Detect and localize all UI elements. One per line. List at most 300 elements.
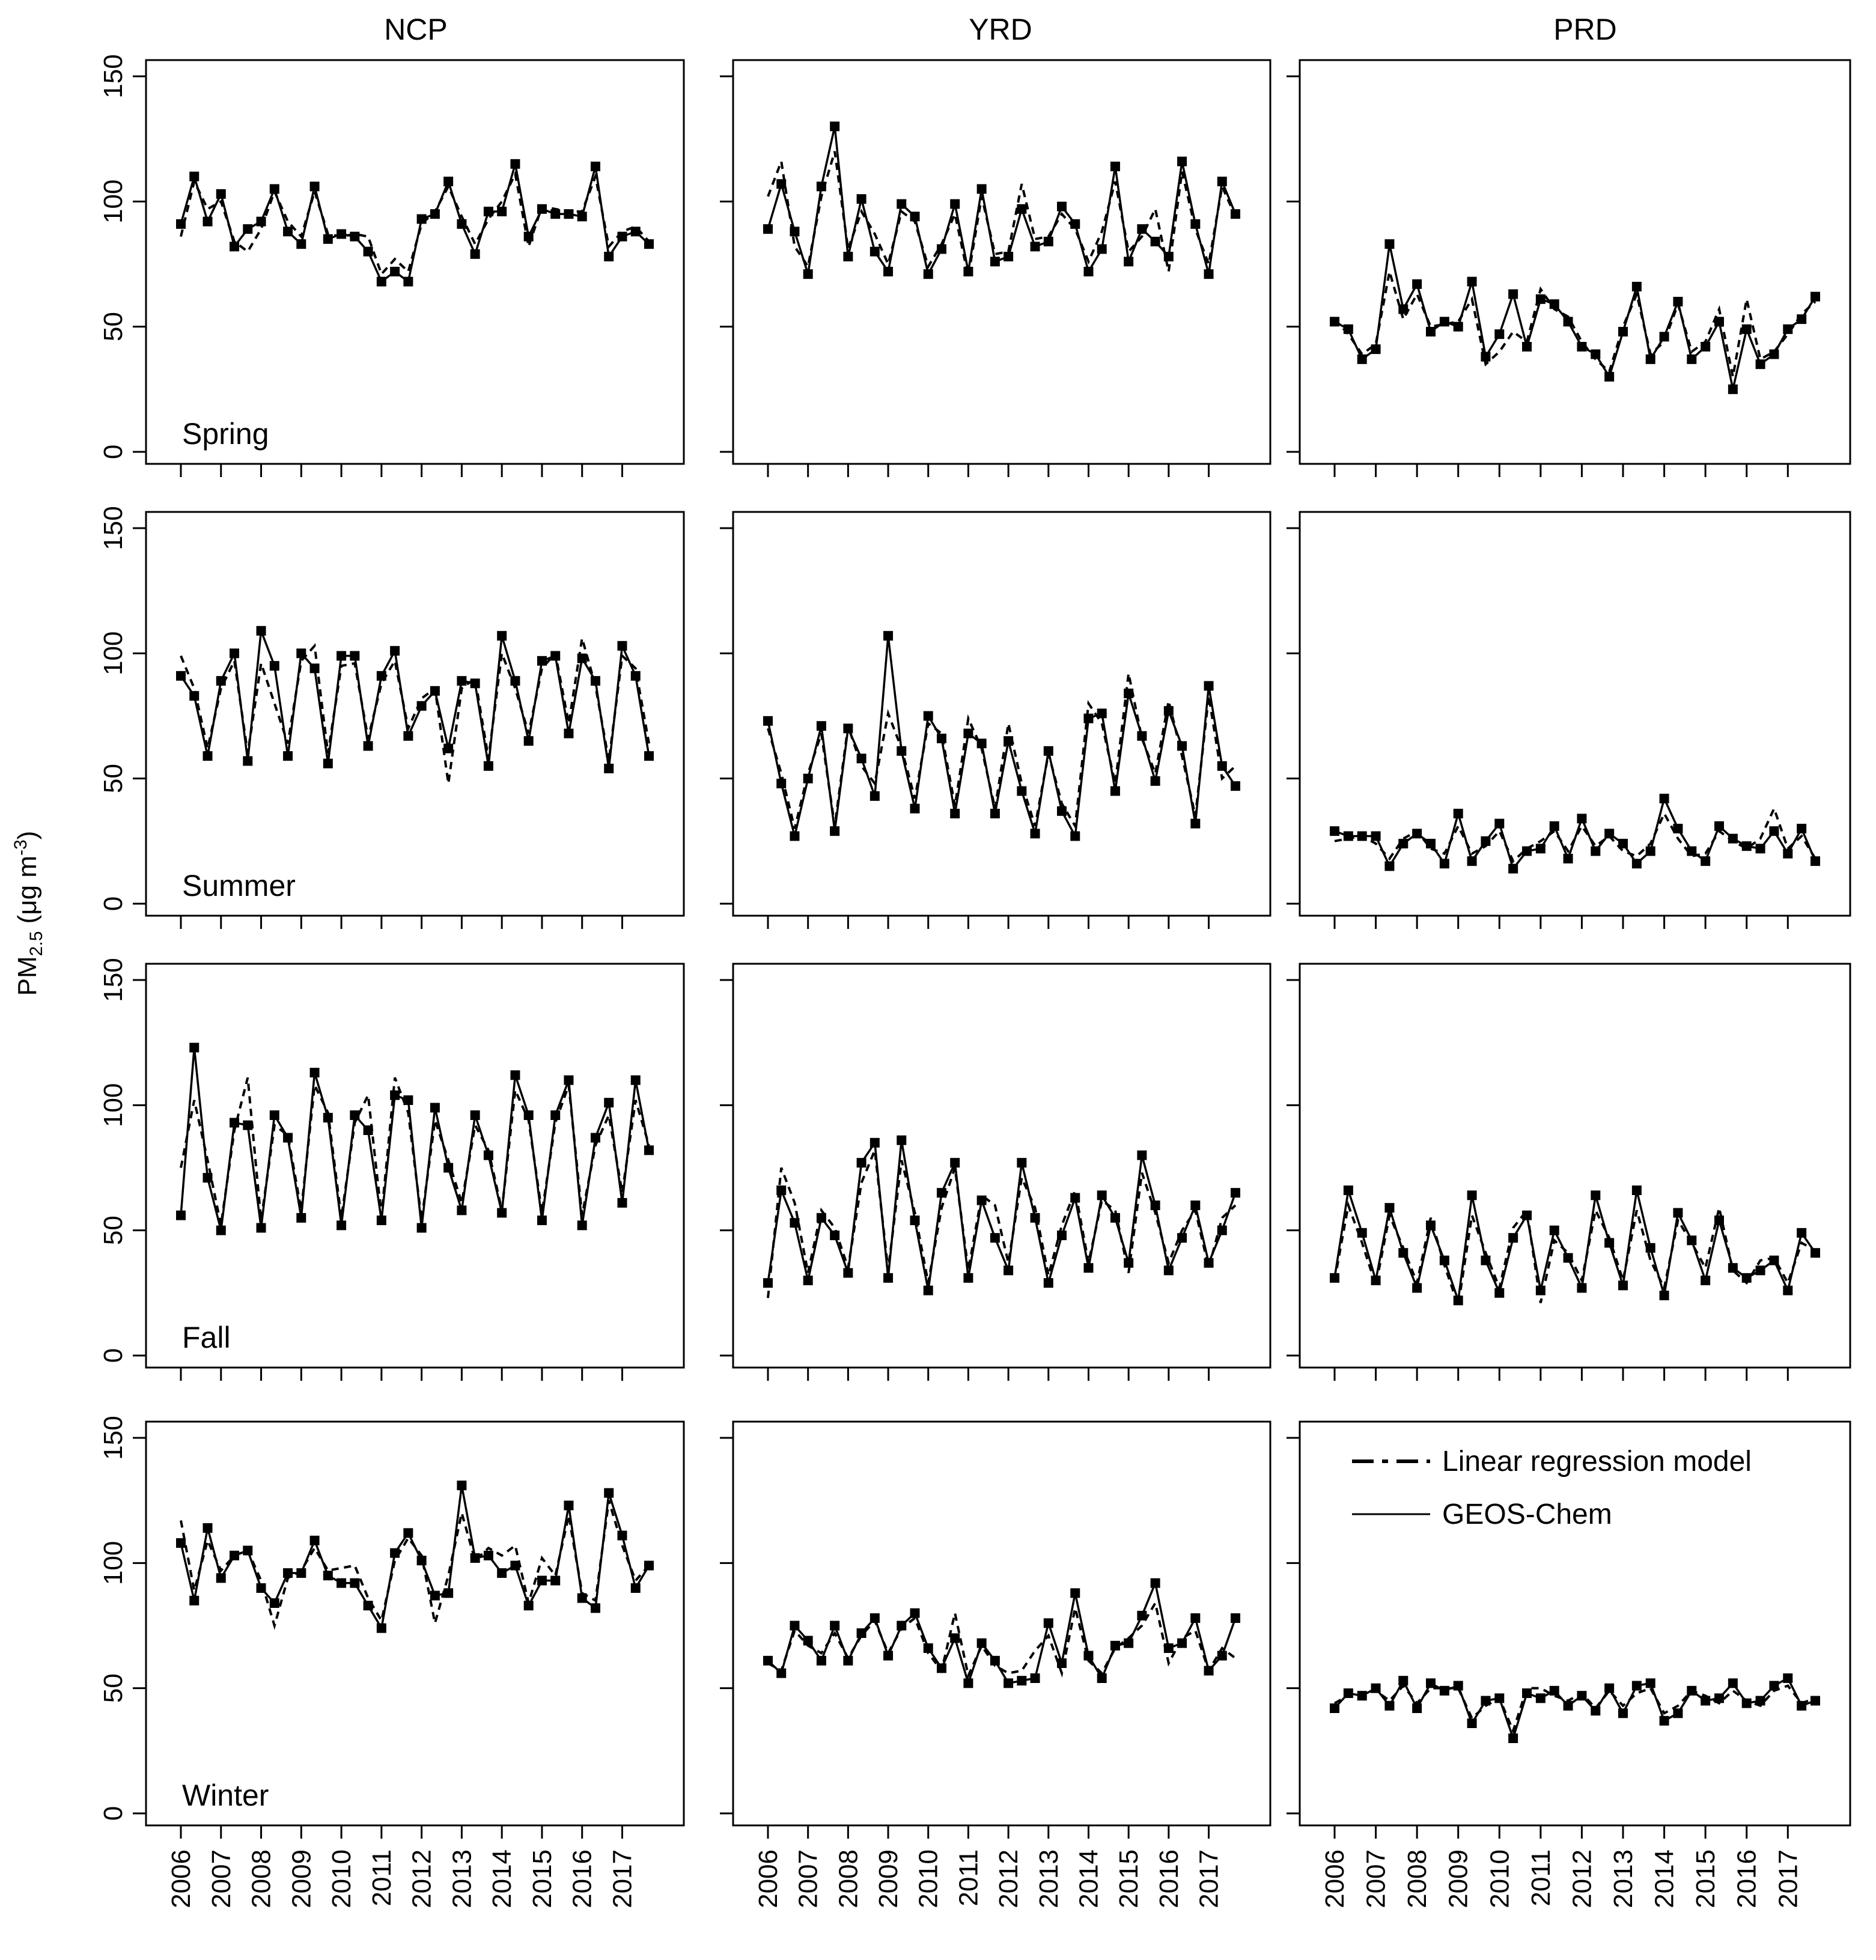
geos-chem-point — [1398, 1248, 1408, 1258]
geos-chem-point — [417, 1223, 427, 1233]
geos-chem-point — [1110, 162, 1120, 171]
x-tick-label: 2016 — [567, 1849, 597, 1908]
geos-chem-point — [1137, 224, 1147, 234]
geos-chem-point — [1481, 1256, 1490, 1265]
geos-chem-point — [963, 729, 973, 738]
geos-chem-point — [403, 1528, 413, 1538]
geos-chem-point — [430, 1103, 440, 1113]
geos-chem-point — [897, 1621, 906, 1631]
geos-chem-point — [937, 1188, 946, 1198]
geos-chem-point — [1494, 1288, 1504, 1298]
geos-chem-point — [990, 809, 1000, 818]
x-tick-label: 2009 — [287, 1849, 317, 1908]
panel-frame — [733, 964, 1270, 1368]
geos-chem-point — [910, 1608, 920, 1618]
panel-prd-summer — [1287, 512, 1850, 929]
geos-chem-point — [1384, 862, 1394, 871]
geos-chem-point — [564, 729, 573, 738]
geos-chem-point — [1660, 794, 1669, 803]
geos-chem-point — [1728, 1678, 1738, 1688]
series-line-geos-chem — [181, 631, 649, 768]
legend-label-linear-regression: Linear regression model — [1442, 1446, 1752, 1478]
geos-chem-point — [604, 1488, 614, 1498]
series-line-geos-chem — [1335, 1678, 1815, 1738]
geos-chem-point — [337, 1578, 346, 1588]
geos-chem-point — [897, 746, 906, 756]
geos-chem-point — [1097, 1190, 1107, 1200]
geos-chem-point — [1797, 314, 1806, 324]
x-tick-label: 2012 — [407, 1849, 437, 1908]
y-tick-label: 0 — [99, 1348, 128, 1363]
geos-chem-point — [283, 1568, 293, 1578]
geos-chem-point — [323, 1113, 333, 1122]
geos-chem-point — [484, 207, 493, 216]
geos-chem-point — [403, 731, 413, 741]
geos-chem-point — [537, 1216, 547, 1225]
geos-chem-point — [803, 269, 813, 279]
panel-frame — [1300, 512, 1850, 916]
geos-chem-point — [1701, 342, 1710, 352]
y-tick-label: 0 — [99, 896, 128, 912]
geos-chem-point — [296, 239, 306, 249]
geos-chem-point — [950, 809, 960, 818]
y-axis-label-main: PM — [13, 956, 42, 996]
geos-chem-point — [1151, 237, 1160, 246]
geos-chem-point — [1137, 1611, 1147, 1621]
geos-chem-point — [283, 751, 293, 761]
geos-chem-point — [1769, 1681, 1779, 1691]
geos-chem-point — [176, 1211, 186, 1220]
geos-chem-point — [377, 277, 386, 287]
geos-chem-point — [1467, 277, 1477, 287]
x-tick-label: 2009 — [1443, 1849, 1473, 1908]
geos-chem-point — [1384, 1701, 1394, 1711]
geos-chem-point — [1673, 297, 1683, 306]
geos-chem-point — [323, 1571, 333, 1580]
geos-chem-point — [1330, 826, 1339, 836]
geos-chem-point — [1177, 157, 1187, 166]
y-axis-label-close: ) — [13, 830, 42, 840]
geos-chem-point — [1701, 1276, 1710, 1285]
geos-chem-point — [790, 832, 799, 841]
panel-frame — [146, 1422, 684, 1825]
geos-chem-point — [1412, 279, 1422, 289]
geos-chem-point — [1577, 1283, 1586, 1293]
x-tick-label: 2008 — [1402, 1849, 1433, 1908]
geos-chem-point — [1618, 1280, 1628, 1290]
geos-chem-point — [1110, 1641, 1120, 1651]
geos-chem-point — [883, 1273, 893, 1283]
geos-chem-point — [1190, 1201, 1200, 1210]
x-tick-label: 2007 — [793, 1849, 823, 1908]
geos-chem-point — [1494, 329, 1504, 339]
geos-chem-point — [843, 1656, 853, 1666]
geos-chem-point — [1044, 1618, 1053, 1628]
geos-chem-point — [430, 209, 440, 219]
geos-chem-point — [323, 759, 333, 768]
panel-frame — [146, 60, 684, 464]
geos-chem-point — [1003, 1265, 1013, 1275]
geos-chem-point — [1508, 1233, 1518, 1243]
geos-chem-point — [270, 1110, 279, 1120]
geos-chem-point — [577, 212, 587, 221]
geos-chem-point — [990, 1656, 1000, 1666]
geos-chem-point — [591, 1603, 600, 1613]
panel-prd-spring — [1287, 60, 1850, 477]
x-tick-label: 2015 — [527, 1849, 557, 1908]
geos-chem-point — [1231, 1613, 1240, 1623]
series-line-linear-regression — [1335, 272, 1815, 377]
y-tick-label: 100 — [99, 631, 128, 676]
geos-chem-point — [1031, 242, 1040, 251]
geos-chem-point — [430, 1591, 440, 1601]
geos-chem-point — [1204, 269, 1214, 279]
x-tick-label: 2006 — [1320, 1849, 1350, 1908]
geos-chem-point — [1756, 1696, 1765, 1706]
geos-chem-point — [1577, 814, 1586, 823]
geos-chem-point — [631, 1583, 641, 1593]
geos-chem-point — [296, 648, 306, 658]
geos-chem-point — [790, 1621, 799, 1631]
geos-chem-point — [1398, 305, 1408, 314]
geos-chem-point — [1017, 787, 1026, 796]
geos-chem-point — [843, 1268, 853, 1278]
geos-chem-point — [950, 1633, 960, 1643]
x-tick-label: 2017 — [1773, 1849, 1803, 1908]
geos-chem-point — [1673, 1708, 1683, 1718]
geos-chem-point — [471, 1553, 480, 1563]
geos-chem-point — [350, 1578, 359, 1588]
y-tick-label: 100 — [99, 1083, 128, 1128]
geos-chem-point — [564, 1501, 573, 1511]
x-tick-label: 2011 — [954, 1849, 984, 1907]
x-tick-label: 2007 — [206, 1849, 236, 1908]
geos-chem-point — [257, 217, 266, 227]
geos-chem-point — [189, 691, 199, 701]
geos-chem-point — [830, 121, 839, 131]
geos-chem-point — [310, 1068, 320, 1077]
geos-chem-point — [257, 1223, 266, 1233]
geos-chem-point — [1440, 317, 1449, 326]
panel-frame — [1300, 1422, 1850, 1825]
geos-chem-point — [644, 1145, 654, 1155]
geos-chem-point — [457, 1205, 466, 1215]
geos-chem-point — [870, 247, 880, 257]
season-label-spring: Spring — [182, 417, 269, 451]
geos-chem-point — [390, 1548, 400, 1558]
geos-chem-point — [883, 1651, 893, 1661]
geos-chem-point — [471, 678, 480, 688]
geos-chem-point — [1604, 1684, 1614, 1693]
panel-frame — [1300, 964, 1850, 1368]
panel-frame — [733, 60, 1270, 464]
geos-chem-point — [350, 1110, 359, 1120]
geos-chem-point — [1536, 294, 1546, 304]
geos-chem-point — [1522, 1211, 1532, 1220]
geos-chem-point — [323, 234, 333, 244]
series-line-geos-chem — [1335, 1190, 1815, 1300]
geos-chem-point — [537, 1576, 547, 1586]
panel-frame — [733, 512, 1270, 916]
geos-chem-point — [1797, 1228, 1806, 1238]
series-line-geos-chem — [181, 164, 649, 282]
geos-chem-point — [1811, 1248, 1820, 1258]
x-tick-label: 2010 — [327, 1849, 357, 1908]
geos-chem-point — [1124, 1258, 1133, 1268]
geos-chem-point — [1164, 252, 1174, 261]
geos-chem-point — [1426, 327, 1436, 336]
geos-chem-point — [577, 654, 587, 663]
geos-chem-point — [1177, 1233, 1187, 1243]
geos-chem-point — [1371, 1276, 1381, 1285]
geos-chem-point — [1204, 1258, 1214, 1268]
series-line-linear-regression — [1335, 1686, 1815, 1731]
geos-chem-point — [377, 671, 386, 681]
geos-chem-point — [857, 1628, 866, 1638]
season-label-summer: Summer — [182, 869, 296, 902]
geos-chem-point — [924, 269, 933, 279]
geos-chem-point — [1646, 847, 1655, 856]
x-tick-label: 2016 — [1732, 1849, 1762, 1908]
geos-chem-point — [1330, 1703, 1339, 1713]
geos-chem-point — [910, 212, 920, 221]
geos-chem-point — [950, 199, 960, 209]
geos-chem-point — [1550, 299, 1559, 309]
geos-chem-point — [776, 179, 786, 189]
geos-chem-point — [484, 1151, 493, 1160]
geos-chem-point — [1632, 1185, 1642, 1195]
geos-chem-point — [1646, 1243, 1655, 1253]
x-tick-label: 2011 — [1526, 1849, 1556, 1907]
geos-chem-point — [617, 1198, 627, 1208]
y-tick-label: 50 — [99, 764, 128, 794]
geos-chem-point — [310, 181, 320, 191]
geos-chem-point — [510, 159, 520, 169]
geos-chem-point — [1728, 1263, 1738, 1273]
geos-chem-point — [617, 232, 627, 242]
series-line-geos-chem — [181, 1048, 649, 1231]
x-tick-label: 2012 — [994, 1849, 1024, 1908]
panel-ncp-fall — [99, 958, 684, 1381]
geos-chem-point — [364, 247, 373, 257]
geos-chem-point — [510, 676, 520, 686]
geos-chem-point — [1057, 202, 1067, 212]
geos-chem-point — [1083, 1651, 1093, 1661]
column-title-ncp: NCP — [384, 13, 448, 46]
geos-chem-point — [830, 1231, 839, 1240]
geos-chem-point — [857, 1158, 866, 1167]
geos-chem-point — [1618, 327, 1628, 336]
series-line-linear-regression — [768, 1603, 1235, 1676]
geos-chem-point — [843, 723, 853, 733]
geos-chem-point — [1646, 1678, 1655, 1688]
geos-chem-point — [883, 267, 893, 276]
geos-chem-point — [1384, 239, 1394, 249]
geos-chem-point — [1398, 839, 1408, 848]
geos-chem-point — [924, 711, 933, 721]
geos-chem-point — [1151, 1578, 1160, 1588]
geos-chem-point — [644, 751, 654, 761]
geos-chem-point — [443, 1588, 453, 1598]
x-tick-label: 2013 — [1609, 1849, 1638, 1908]
geos-chem-point — [1426, 1220, 1436, 1230]
geos-chem-point — [1124, 257, 1133, 266]
geos-chem-point — [631, 671, 641, 681]
geos-chem-point — [1797, 1701, 1806, 1711]
geos-chem-point — [497, 631, 507, 641]
geos-chem-point — [1426, 839, 1436, 848]
geos-chem-point — [1467, 1718, 1477, 1728]
geos-chem-point — [1070, 1588, 1080, 1598]
geos-chem-point — [604, 764, 614, 773]
geos-chem-point — [1714, 1216, 1724, 1225]
geos-chem-point — [1177, 1639, 1187, 1648]
geos-chem-point — [977, 1639, 987, 1648]
geos-chem-point — [937, 734, 946, 743]
geos-chem-point — [1371, 344, 1381, 354]
geos-chem-point — [1756, 359, 1765, 369]
geos-chem-point — [591, 162, 600, 171]
geos-chem-point — [1454, 809, 1463, 818]
geos-chem-point — [817, 1213, 826, 1223]
geos-chem-point — [803, 1276, 813, 1285]
geos-chem-point — [1070, 1193, 1080, 1203]
geos-chem-point — [216, 189, 226, 199]
geos-chem-point — [1044, 1278, 1053, 1288]
geos-chem-point — [310, 663, 320, 673]
geos-chem-point — [417, 701, 427, 711]
geos-chem-point — [1344, 1185, 1353, 1195]
y-tick-label: 150 — [99, 506, 128, 550]
geos-chem-point — [1769, 826, 1779, 836]
geos-chem-point — [1728, 385, 1738, 394]
geos-chem-point — [230, 1551, 239, 1560]
x-tick-label: 2010 — [913, 1849, 943, 1908]
panel-yrd-fall — [720, 964, 1270, 1381]
geos-chem-point — [883, 631, 893, 641]
geos-chem-point — [364, 741, 373, 751]
x-tick-label: 2012 — [1567, 1849, 1597, 1908]
geos-chem-point — [1083, 1263, 1093, 1273]
x-tick-label: 2010 — [1485, 1849, 1515, 1908]
geos-chem-point — [1357, 355, 1367, 364]
geos-chem-point — [497, 1208, 507, 1218]
y-tick-label: 50 — [99, 312, 128, 342]
geos-chem-point — [443, 1163, 453, 1173]
geos-chem-point — [1604, 1238, 1614, 1248]
geos-chem-point — [471, 249, 480, 259]
geos-chem-point — [390, 267, 400, 276]
x-tick-label: 2016 — [1154, 1849, 1184, 1908]
x-tick-label: 2008 — [833, 1849, 863, 1908]
geos-chem-point — [337, 1220, 346, 1230]
geos-chem-point — [1522, 847, 1532, 856]
geos-chem-point — [270, 1598, 279, 1608]
geos-chem-point — [230, 1118, 239, 1128]
series-line-geos-chem — [768, 636, 1235, 836]
geos-chem-point — [843, 252, 853, 261]
panel-ncp-spring — [99, 54, 684, 477]
geos-chem-point — [1687, 355, 1696, 364]
geos-chem-point — [1714, 317, 1724, 326]
geos-chem-point — [1003, 1678, 1013, 1688]
panel-prd-fall — [1287, 964, 1850, 1381]
geos-chem-point — [1536, 844, 1546, 853]
geos-chem-point — [617, 1531, 627, 1541]
geos-chem-point — [1357, 1228, 1367, 1238]
geos-chem-point — [1371, 832, 1381, 841]
geos-chem-point — [1494, 1693, 1504, 1703]
x-tick-label: 2006 — [754, 1849, 783, 1908]
geos-chem-point — [1618, 1708, 1628, 1718]
y-axis-label — [11, 831, 46, 996]
geos-chem-point — [1344, 324, 1353, 334]
geos-chem-point — [1604, 829, 1614, 838]
geos-chem-point — [550, 1576, 560, 1586]
geos-chem-point — [817, 181, 826, 191]
geos-chem-point — [524, 232, 534, 242]
geos-chem-point — [417, 215, 427, 224]
geos-chem-point — [1357, 832, 1367, 841]
geos-chem-point — [604, 1098, 614, 1107]
geos-chem-point — [1481, 1696, 1490, 1706]
geos-chem-point — [203, 751, 213, 761]
geos-chem-point — [1031, 1673, 1040, 1683]
geos-chem-point — [1044, 746, 1053, 756]
geos-chem-point — [776, 1669, 786, 1678]
geos-chem-point — [591, 676, 600, 686]
geos-chem-point — [443, 744, 453, 753]
geos-chem-point — [910, 1216, 920, 1225]
geos-chem-point — [1164, 1643, 1174, 1653]
geos-chem-point — [1217, 1651, 1227, 1661]
series-line-linear-regression — [181, 174, 649, 275]
geos-chem-point — [1756, 844, 1765, 853]
x-tick-label: 2017 — [608, 1849, 638, 1908]
geos-chem-point — [1550, 821, 1559, 831]
geos-chem-point — [577, 1593, 587, 1603]
y-tick-label: 150 — [99, 1416, 128, 1460]
geos-chem-point — [1330, 317, 1339, 326]
geos-chem-point — [350, 651, 359, 661]
geos-chem-point — [1536, 1693, 1546, 1703]
geos-chem-point — [189, 172, 199, 181]
geos-chem-point — [977, 738, 987, 748]
geos-chem-point — [1412, 1703, 1422, 1713]
y-tick-label: 0 — [99, 444, 128, 460]
x-tick-label: 2014 — [1074, 1849, 1104, 1908]
geos-chem-point — [1564, 854, 1573, 863]
geos-chem-point — [990, 1233, 1000, 1243]
geos-chem-point — [270, 184, 279, 194]
panel-frame — [146, 512, 684, 916]
geos-chem-point — [1508, 1733, 1518, 1743]
geos-chem-point — [924, 1286, 933, 1295]
geos-chem-point — [537, 656, 547, 666]
geos-chem-point — [189, 1043, 199, 1053]
geos-chem-point — [1330, 1273, 1339, 1283]
geos-chem-point — [203, 1173, 213, 1182]
geos-chem-point — [963, 1273, 973, 1283]
geos-chem-point — [430, 686, 440, 696]
geos-chem-point — [216, 1573, 226, 1583]
legend-label-geos-chem: GEOS-Chem — [1442, 1499, 1612, 1530]
geos-chem-point — [1344, 832, 1353, 841]
x-tick-label: 2013 — [447, 1849, 477, 1908]
geos-chem-point — [283, 1133, 293, 1143]
geos-chem-point — [1003, 736, 1013, 746]
x-tick-label: 2008 — [246, 1849, 276, 1908]
